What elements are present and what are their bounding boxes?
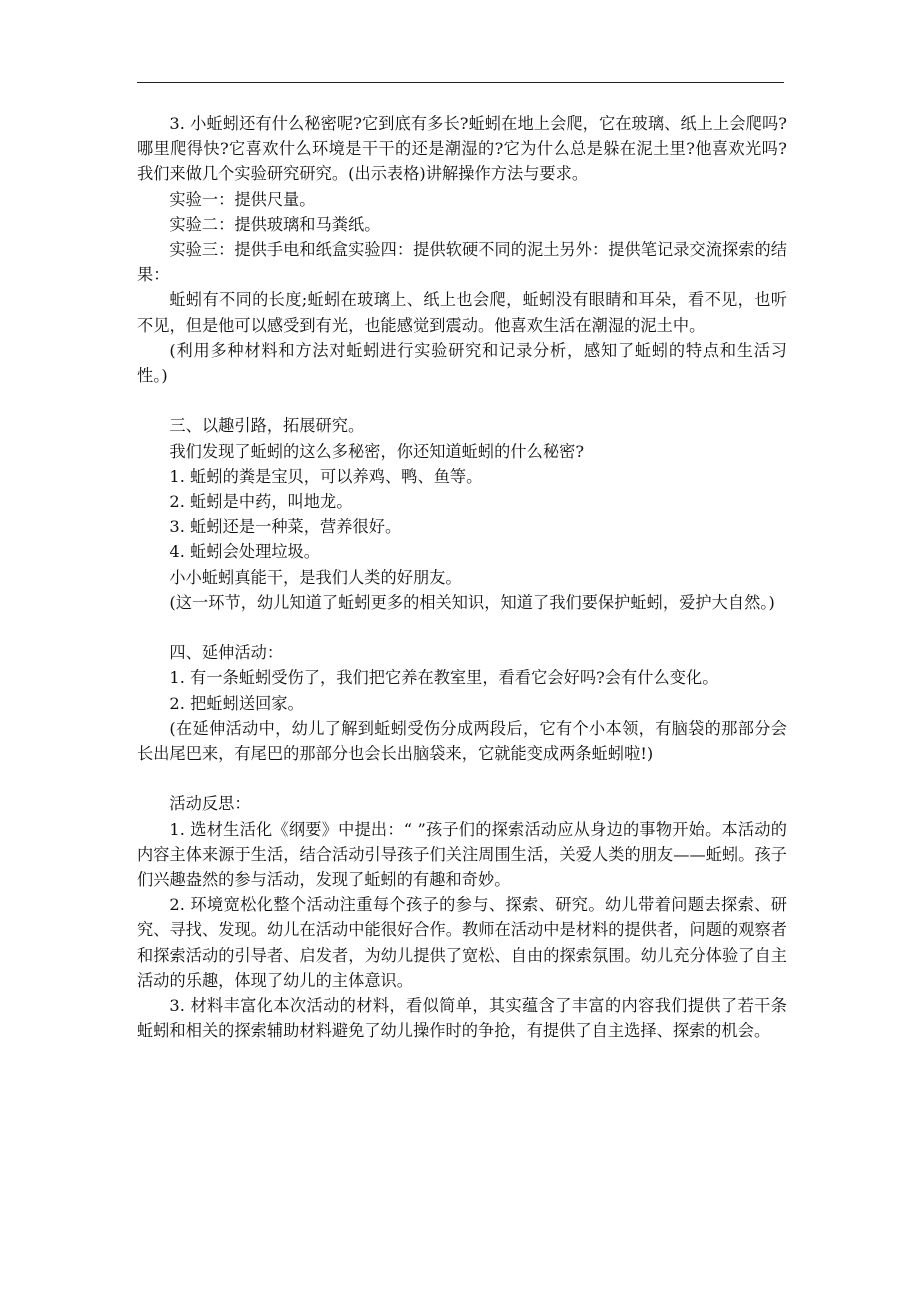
header-rule — [137, 82, 784, 83]
paragraph-summary: 小小蚯蚓真能干，是我们人类的好朋友。 — [169, 567, 462, 587]
paragraph-experiment-2: 实验二：提供玻璃和马粪纸。 — [169, 214, 381, 234]
reflection-item-3: 3. 材料丰富化本次活动的材料，看似简单，其实蕴含了丰富的内容我们提供了若干条蚯蚓和相关的探索辅助材料避免了幼儿操作时的争抢，有提供了自主选择、探索的机会。 — [137, 996, 787, 1041]
extension-item-1: 1. 有一条蚯蚓受伤了，我们把它养在教室里，看看它会好吗?会有什么变化。 — [169, 668, 719, 688]
list-item-4: 4. 蚯蚓会处理垃圾。 — [169, 542, 321, 562]
paragraph-experiment-1: 实验一：提供尺量。 — [169, 189, 316, 209]
section-heading-3: 三、以趣引路，拓展研究。 — [169, 416, 365, 436]
document-body — [137, 111, 787, 1043]
paragraph-note-3: (在延伸活动中，幼儿了解到蚯蚓受伤分成两段后，它有个小本领，有脑袋的那部分会长出尾巴来，有尾巴的那部分也会长出脑袋来，它就能变成两条蚯蚓啦!) — [137, 718, 787, 764]
paragraph-findings: 蚯蚓有不同的长度;蚯蚓在玻璃上、纸上也会爬，蚯蚓没有眼睛和耳朵，看不见，也听不见，但是他可以感受到有光，也能感觉到震动。他喜欢生活在潮湿的泥土中。 — [137, 290, 787, 335]
section-heading-4: 四、延伸活动： — [169, 643, 284, 663]
list-item-2: 2. 蚯蚓是中药，叫地龙。 — [169, 492, 353, 512]
list-item-1: 1. 蚯蚓的粪是宝贝，可以养鸡、鸭、鱼等。 — [169, 466, 483, 486]
list-item-3: 3. 蚯蚓还是一种菜，营养很好。 — [169, 517, 402, 537]
reflection-item-2: 2. 环境宽松化整个活动注重每个孩子的参与、探索、研究。幼儿带着问题去探索、研究、寻找、发现。幼儿在活动中能很好合作。教师在活动中是材料的提供者，问题的观察者和探索活动的引导者、启发者，为幼儿提供了宽松、自由的探索氛围。幼儿充分体验了自主活动的乐趣，体现了幼儿的主体意识。 — [137, 895, 787, 990]
paragraph-experiment-3-4: 实验三：提供手电和纸盒实验四：提供软硬不同的泥土另外：提供笔记录交流探索的结果： — [137, 240, 787, 285]
reflection-item-1: 1. 选材生活化《纲要》中提出：“ ”孩子们的探索活动应从身边的事物开始。本活动的内容主体来源于生活，结合活动引导孩子们关注周围生活，关爱人类的朋友——蚯蚓。孩子们兴趣盎然的参与活动，发现了蚯蚓的有趣和奇妙。 — [137, 819, 787, 890]
paragraph-note-1: (利用多种材料和方法对蚯蚓进行实验研究和记录分析，感知了蚯蚓的特点和生活习性。) — [137, 340, 787, 386]
paragraph-experiment-intro: 3. 小蚯蚓还有什么秘密呢?它到底有多长?蚯蚓在地上会爬，它在玻璃、纸上上会爬吗?哪里爬得快?它喜欢什么环境是干干的还是潮湿的?它为什么总是躲在泥土里?他喜欢光吗?我们来做几个实验研究研究。(出示表格)讲解操作方法与要求。 — [137, 114, 787, 184]
paragraph-question: 我们发现了蚯蚓的这么多秘密，你还知道蚯蚓的什么秘密? — [169, 441, 585, 461]
section-heading-reflection: 活动反思： — [169, 794, 251, 814]
extension-item-2: 2. 把蚯蚓送回家。 — [169, 693, 304, 713]
paragraph-note-2: (这一环节，幼儿知道了蚯蚓更多的相关知识，知道了我们要保护蚯蚓，爱护大自然。) — [169, 592, 775, 612]
